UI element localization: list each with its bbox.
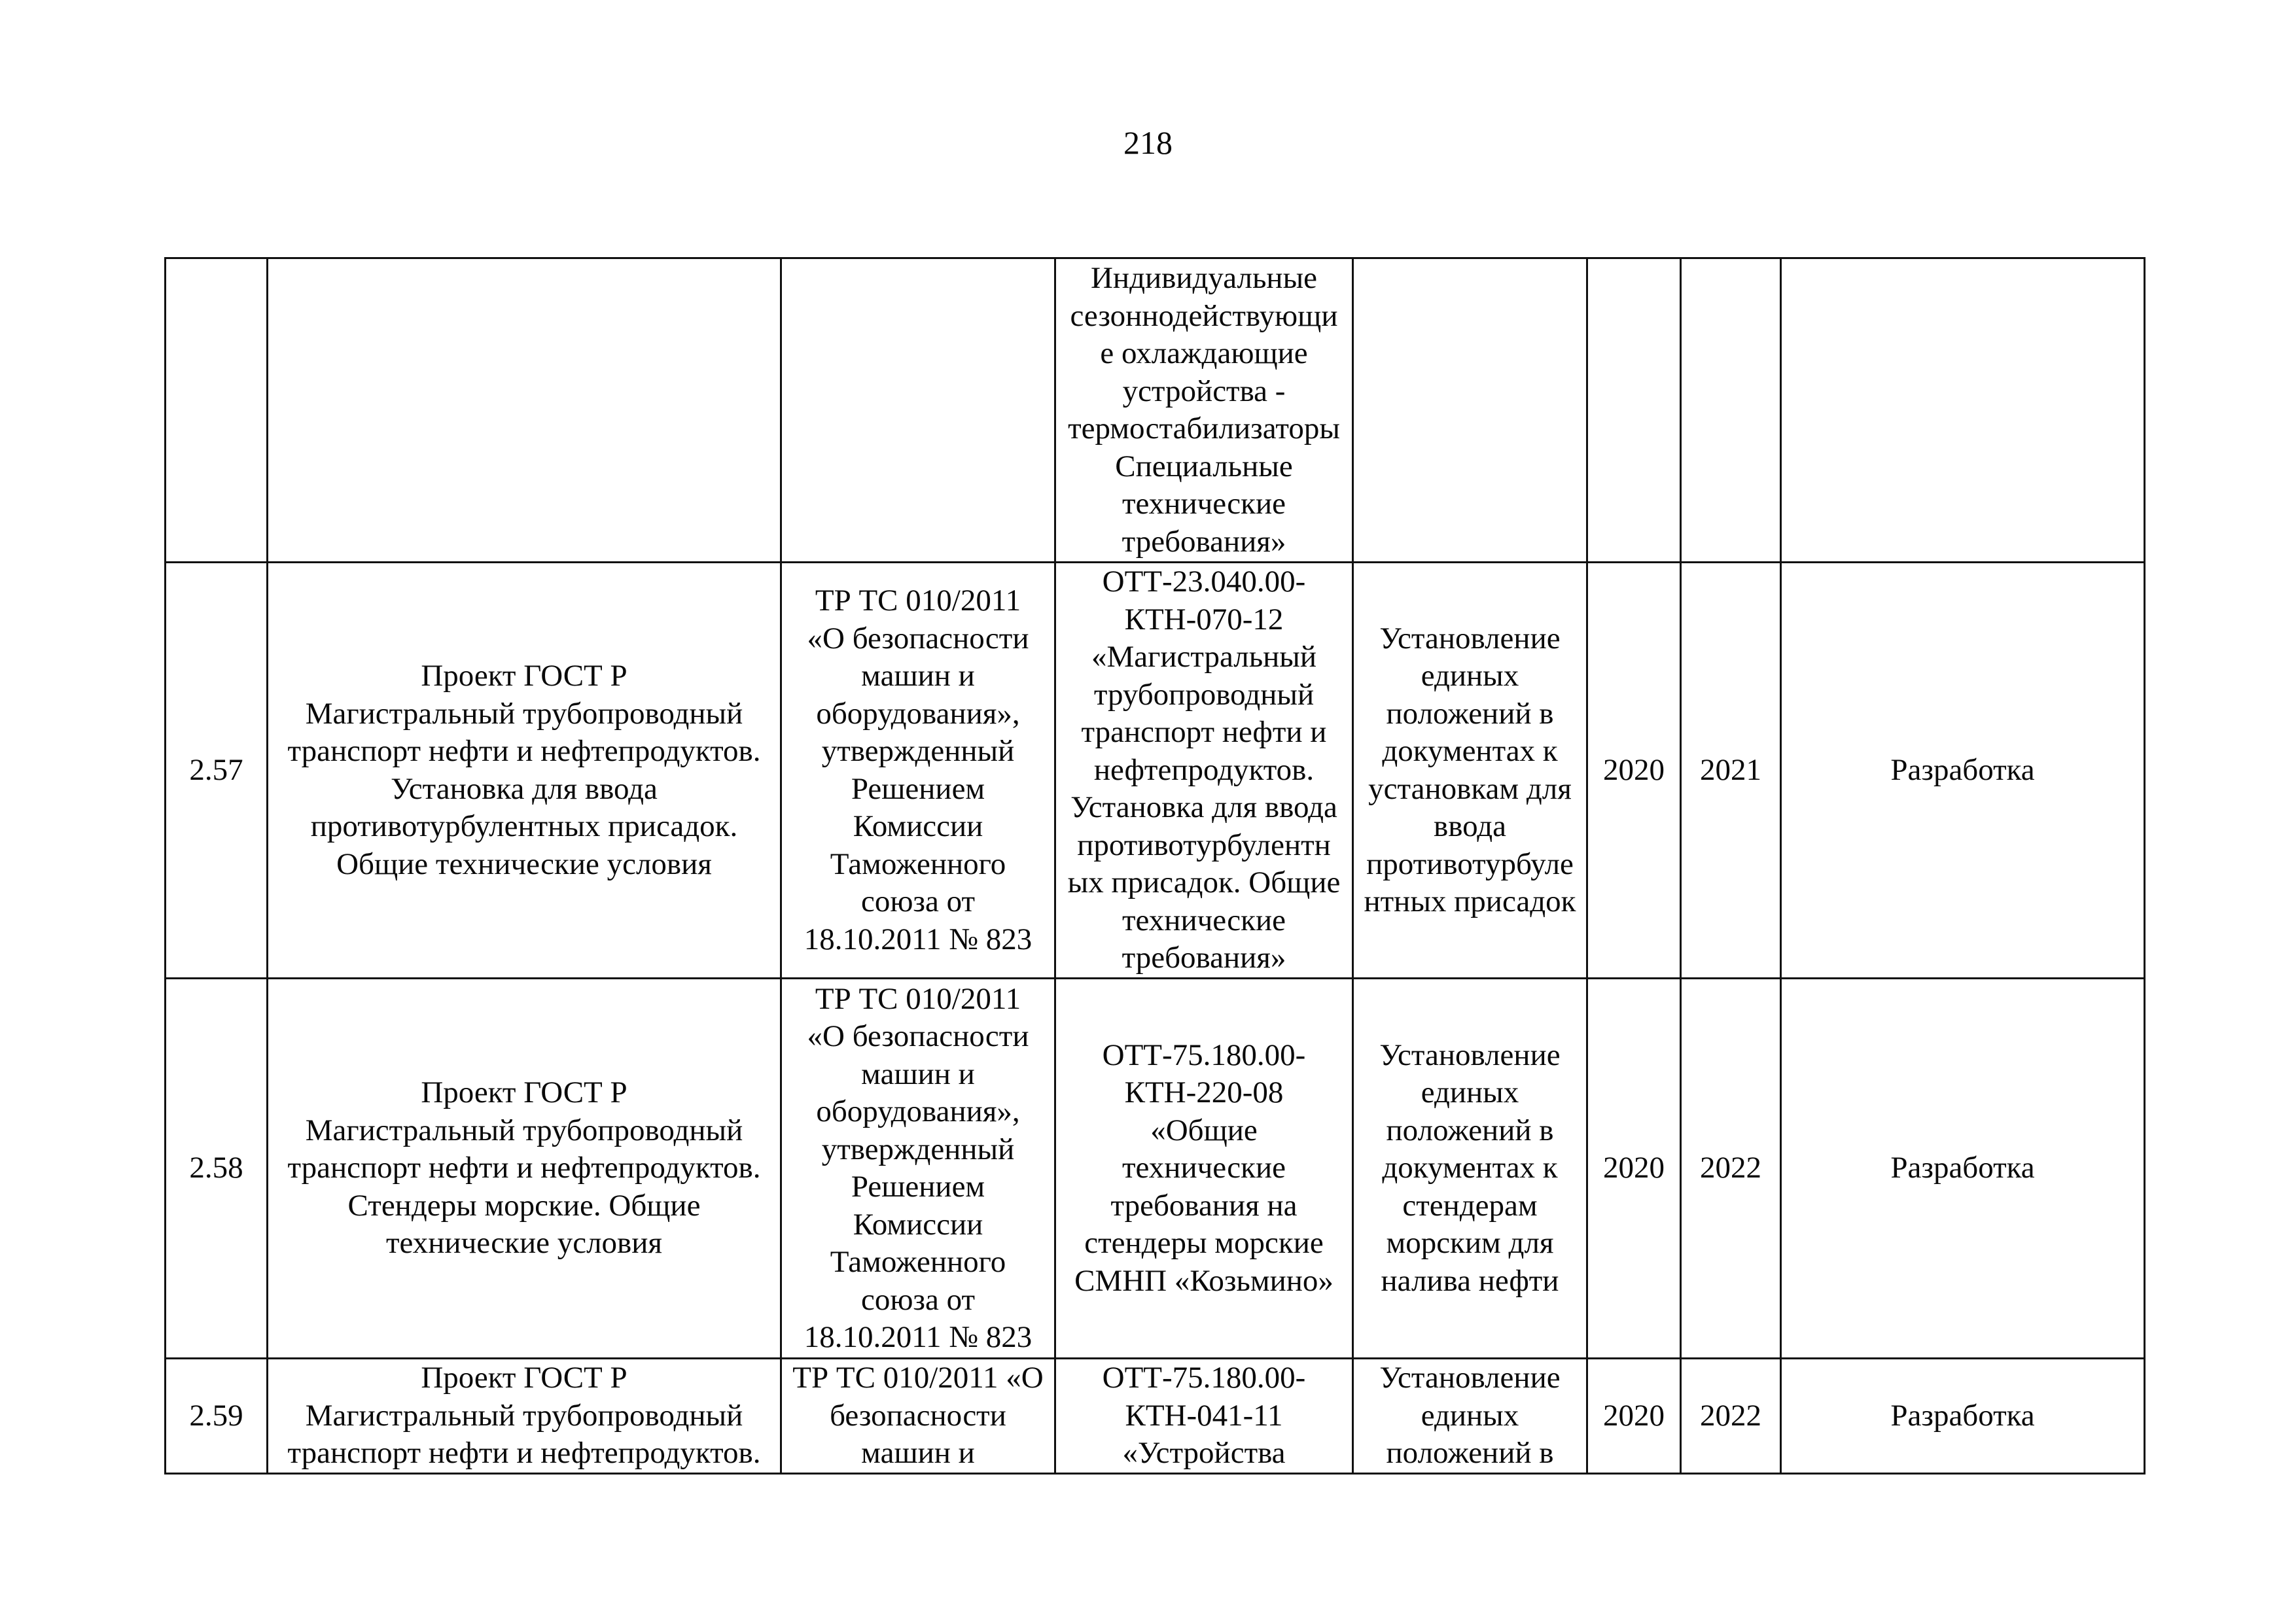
status-cell: Разработка (1781, 979, 2145, 1359)
status-cell: Разработка (1781, 563, 2145, 979)
regulation-cell: ТР ТС 010/2011 «О безопасности машин и оборудования», утвержденный Решением Комиссии Таможенного союза от 18.10.2011 № 823 (781, 563, 1055, 979)
start-year-text: 2020 (1603, 1398, 1665, 1433)
project-name-cell (268, 258, 781, 563)
standards-table (164, 257, 2146, 1475)
start-year-cell: 2020 (1587, 563, 1681, 979)
source-document-cell: ОТТ-75.180.00- КТН-220-08 «Общие технические требования на стендеры морские СМНП «Козьмино» (1055, 979, 1353, 1359)
end-year-cell (1681, 258, 1781, 563)
end-year-cell: 2022 (1681, 979, 1781, 1359)
row-number-cell: 2.57 (166, 563, 268, 979)
source-document-cell: Индивидуальные сезоннодействующи е охлаждающие устройства - термостабилизаторы Специальные технические требования» (1055, 258, 1353, 563)
regulation-cell: ТР ТС 010/2011 «О безопасности машин и оборудования», утвержденный Решением Комиссии Таможенного союза от 18.10.2011 № 823 (781, 979, 1055, 1359)
regulation-text: ТР ТС 010/2011 «О безопасности машин и (792, 1361, 1044, 1470)
purpose-cell: Установление единых положений в документах к установкам для ввода противотурбуле нтных присадок (1353, 563, 1587, 979)
status-cell (1781, 1359, 2145, 1474)
table-row (166, 1359, 2145, 1474)
status-text: Разработка (1890, 1398, 2035, 1433)
purpose-text: Установление единых положений в (1379, 1361, 1561, 1470)
source-document-text: ОТТ-75.180.00- КТН-041-11 «Устройства (1102, 1361, 1306, 1470)
table-row (166, 563, 2145, 979)
start-year-cell: 2020 (1587, 979, 1681, 1359)
project-name-text: Проект ГОСТ Р Магистральный трубопроводный транспорт нефти и нефтепродуктов. (287, 1361, 761, 1470)
project-name-cell: Проект ГОСТ Р Магистральный трубопроводный транспорт нефти и нефтепродуктов. Установка для ввода противотурбулентных присадок. Общие технические условия (268, 563, 781, 979)
project-name-cell: Проект ГОСТ Р Магистральный трубопроводный транспорт нефти и нефтепродуктов. Стендеры морские. Общие технические условия (268, 979, 781, 1359)
status-cell (1781, 258, 2145, 563)
start-year-cell (1587, 258, 1681, 563)
source-document-cell (1055, 1359, 1353, 1474)
purpose-cell (1353, 1359, 1587, 1474)
project-name-cell (268, 1359, 781, 1474)
end-year-cell: 2021 (1681, 563, 1781, 979)
row-number-cell (166, 1359, 268, 1474)
end-year-cell (1681, 1359, 1781, 1474)
row-number-cell: 2.58 (166, 979, 268, 1359)
regulation-cell (781, 258, 1055, 563)
table-row (166, 979, 2145, 1359)
source-document-cell: ОТТ-23.040.00- КТН-070-12 «Магистральный трубопроводный транспорт нефти и нефтепродуктов. Установка для ввода противотурбулентн ых присадок. Общие технические требования» (1055, 563, 1353, 979)
page-number: 218 (1123, 124, 1173, 161)
end-year-text: 2022 (1700, 1398, 1761, 1433)
purpose-cell: Установление единых положений в документах к стендерам морским для налива нефти (1353, 979, 1587, 1359)
table-row (166, 258, 2145, 563)
row-number-cell (166, 258, 268, 563)
regulation-cell (781, 1359, 1055, 1474)
purpose-cell (1353, 258, 1587, 563)
start-year-cell (1587, 1359, 1681, 1474)
row-number-text: 2.59 (189, 1398, 243, 1433)
